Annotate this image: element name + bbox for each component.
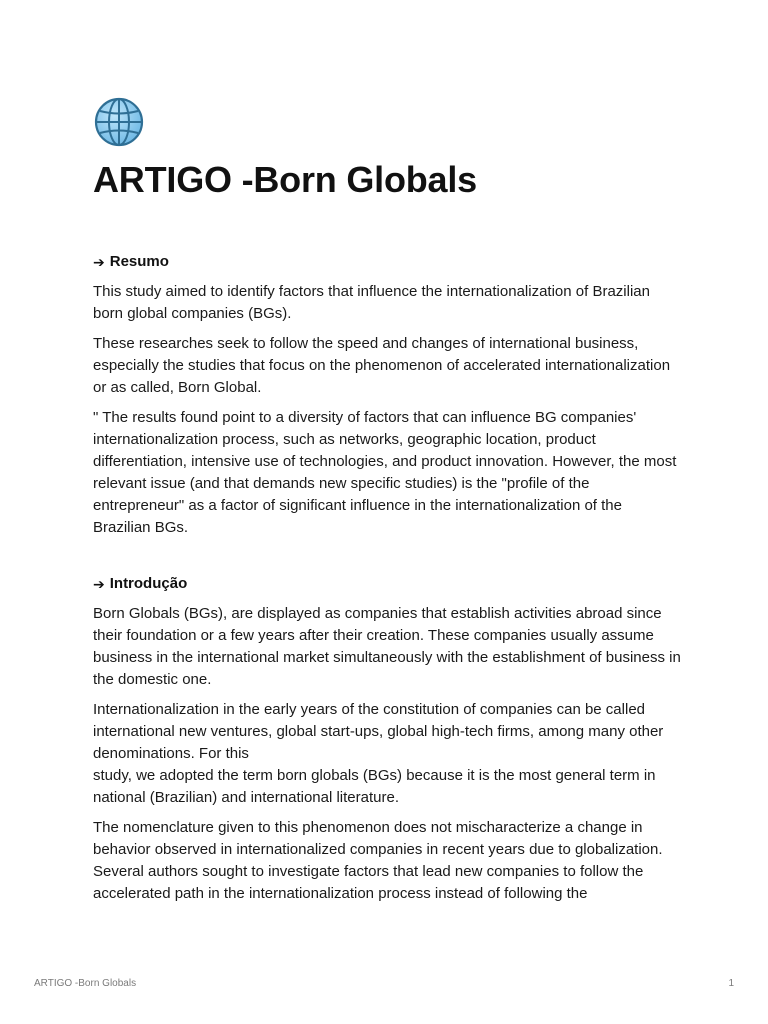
- globe-icon: [93, 96, 145, 148]
- paragraph: " The results found point to a diversity of factors that can influence BG companies' internationalization process, such as networks, geographic location, product differentiation, intensive use of technologies, and product innovation. However, the most relevant issue (and that demands new specific studies) is the "profile of the entrepreneur" as a factor of significant influence in the internationalization of the Brazilian BGs.: [93, 409, 677, 536]
- paragraph: This study aimed to identify factors that influence the internationalization of Brazilian born global companies (BGs).: [93, 283, 650, 322]
- section-heading-label: Introdução: [109, 575, 188, 592]
- arrow-right-icon: ➔: [93, 576, 105, 592]
- paragraph: The nomenclature given to this phenomenon does not mischaracterize a change in behavior observed in internationalized companies in recent years due to globalization.: [93, 819, 663, 858]
- section-heading-label: Resumo: [109, 253, 169, 270]
- section-heading-resumo: [93, 251, 683, 273]
- document-title: ARTIGO -Born Globals: [93, 159, 478, 200]
- footer-page-number: 1: [728, 978, 734, 989]
- section-heading-introducao: [93, 573, 683, 595]
- document-page: [93, 96, 683, 905]
- paragraph: These researches seek to follow the speed and changes of international business, especially the studies that focus on the phenomenon of accelerated internationalization or as called, Born Global.: [93, 335, 671, 396]
- arrow-right-icon: ➔: [93, 254, 105, 270]
- paragraph: Born Globals (BGs), are displayed as companies that establish activities abroad since their foundation or a few years after their creation. These companies usually assume business in the international market simultaneously with the establishment of business in the domestic one.: [93, 605, 681, 688]
- paragraph: Several authors sought to investigate factors that lead new companies to follow the accelerated path in the internationalization process instead of following the: [93, 863, 644, 902]
- paragraph: Internationalization in the early years of the constitution of companies can be called international new ventures, global start-ups, global high-tech firms, among many other denominations. For this: [93, 701, 664, 762]
- paragraph: study, we adopted the term born globals (BGs) because it is the most general term in national (Brazilian) and international literature.: [93, 767, 656, 806]
- footer-document-title: ARTIGO -Born Globals: [34, 978, 137, 989]
